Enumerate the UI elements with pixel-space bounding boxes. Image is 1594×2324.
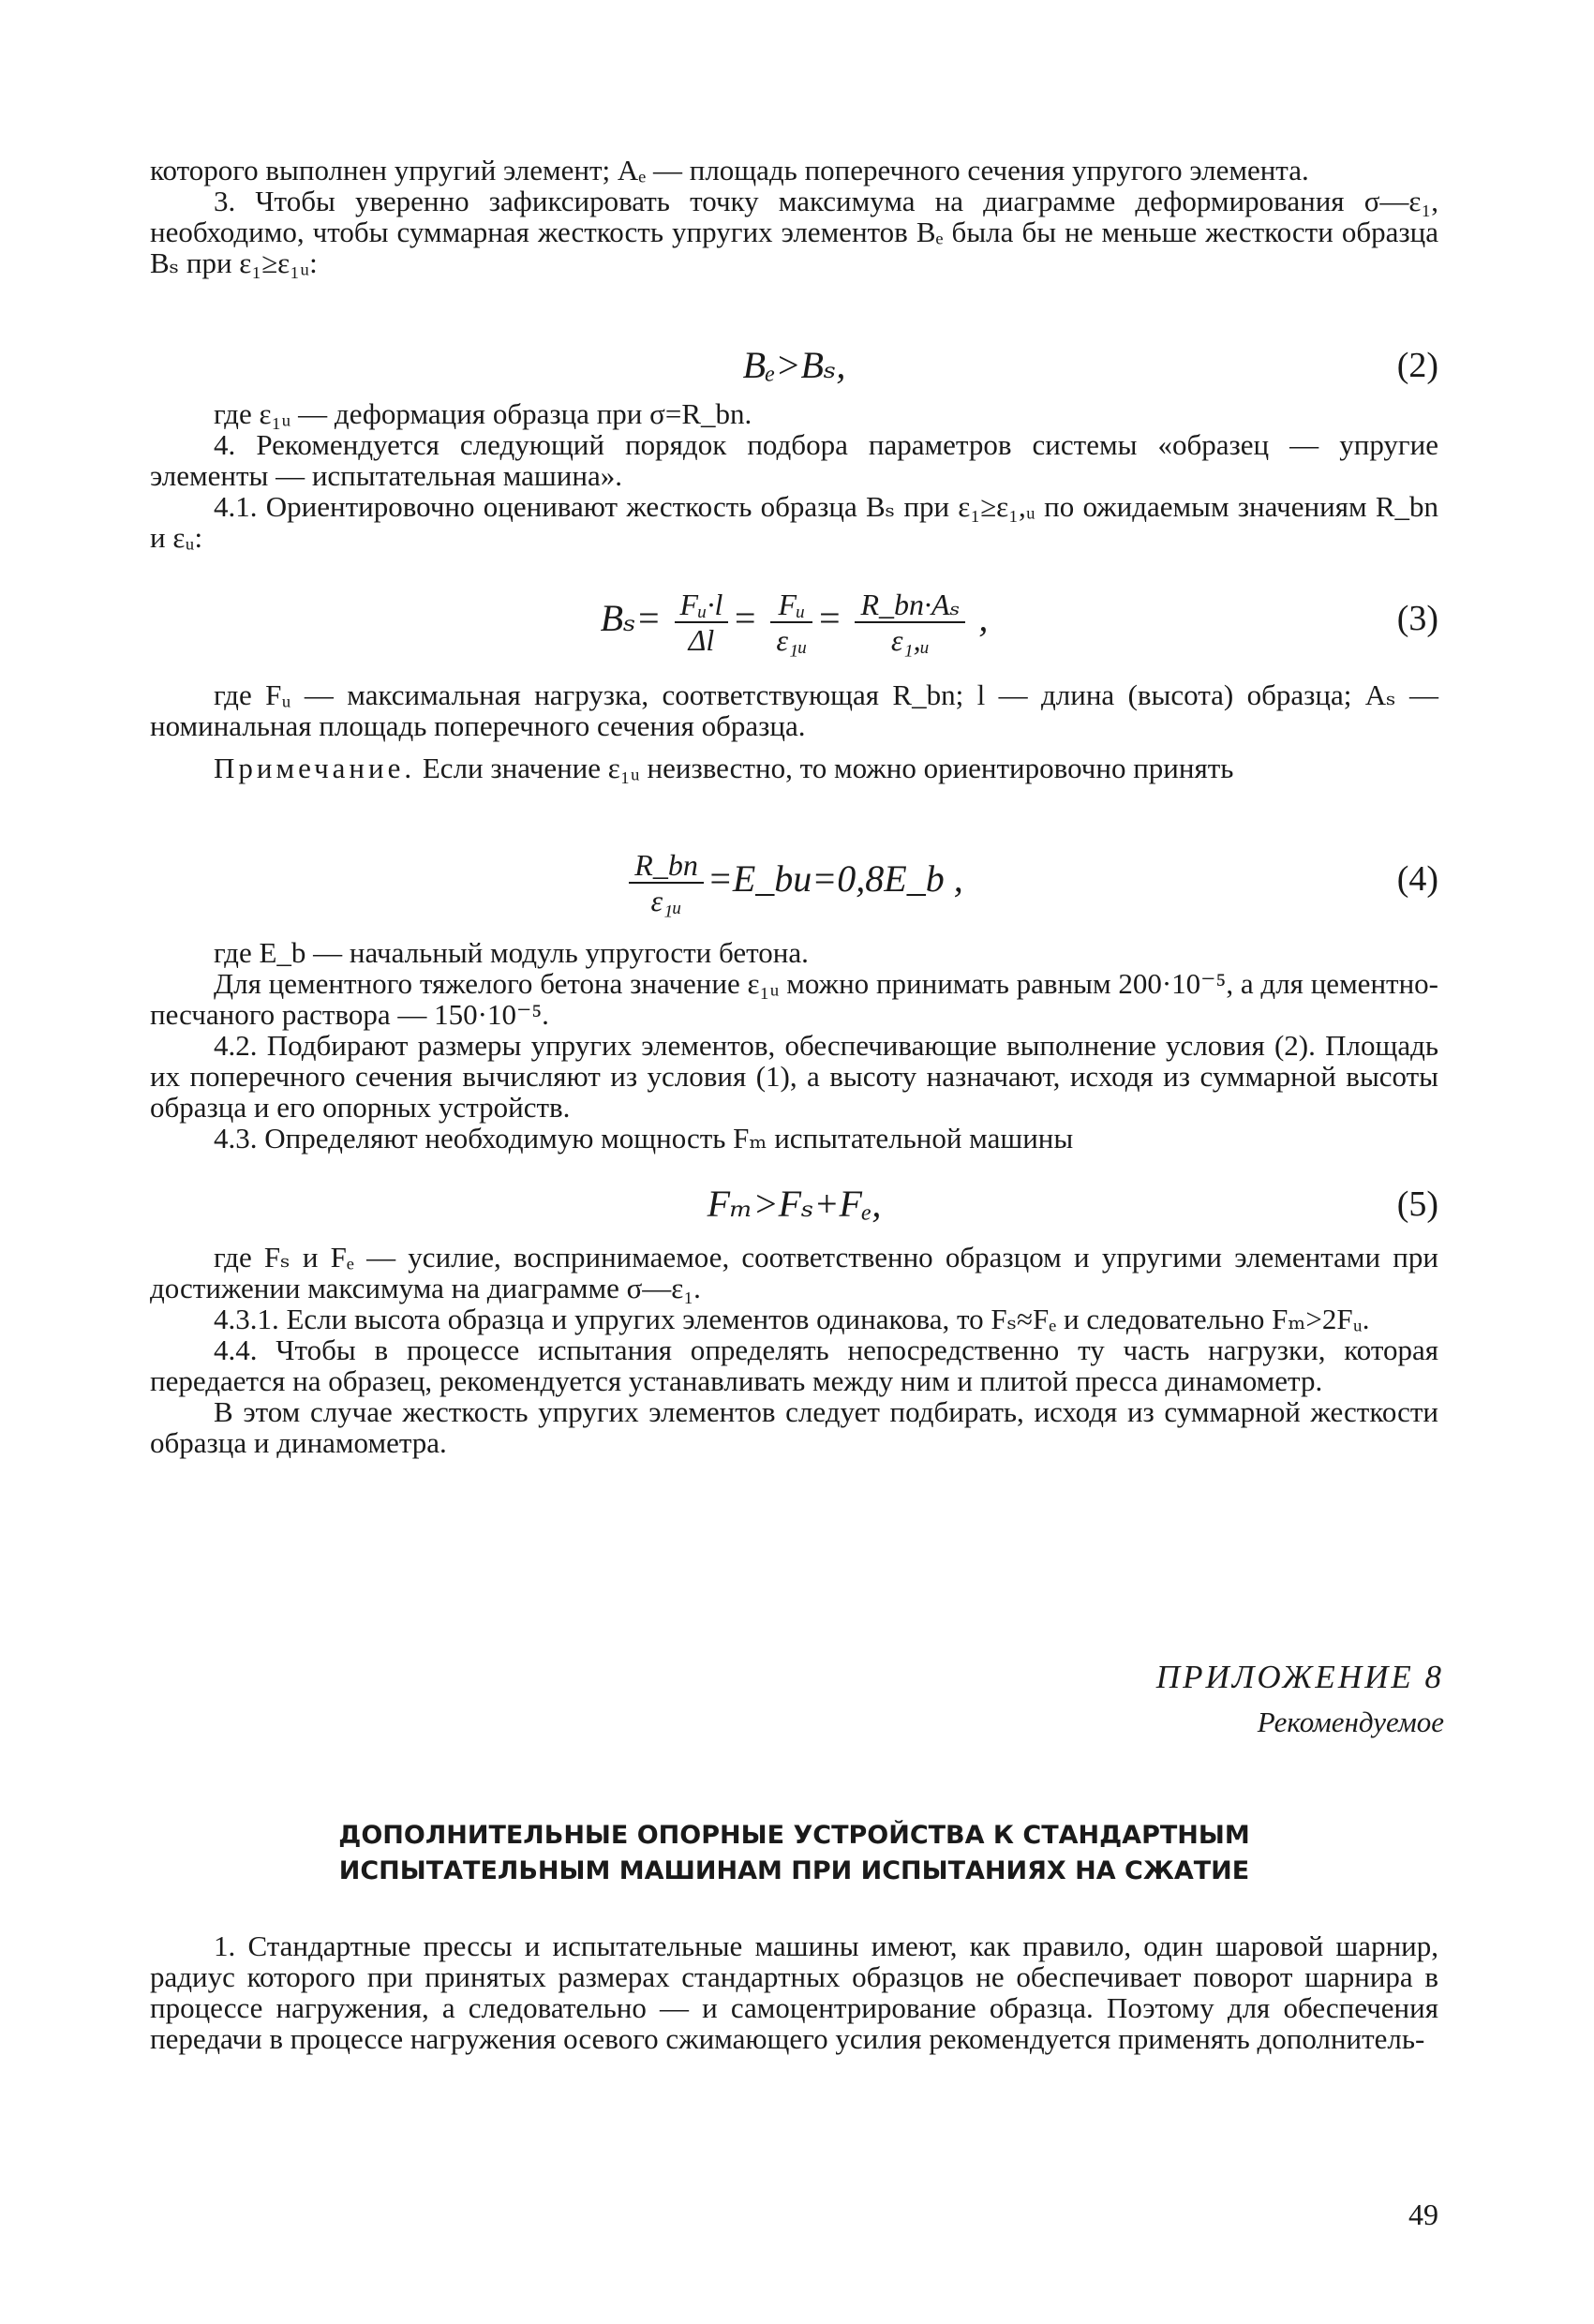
heading-line: ДОПОЛНИТЕЛЬНЫЕ ОПОРНЫЕ УСТРОЙСТВА К СТАНДАРТНЫМ bbox=[338, 1821, 1250, 1850]
paragraph: 1. Стандартные прессы и испытательные машины имеют, как правило, один шаровой шарнир, радиус которого при принятых размерах стандартных образцов не обеспечивает поворот шарнира в процессе нагружения, а следовательно — и самоцентрирование образца. Поэтому для обеспечения передачи в процессе нагружения осевого сжимающего усилия рекомендуется применять дополнитель- bbox=[150, 1929, 1438, 2055]
fraction-numerator: Fᵤ bbox=[770, 588, 812, 623]
equation-4 bbox=[150, 842, 1438, 916]
page-number: 49 bbox=[1408, 2197, 1438, 2231]
fraction bbox=[770, 588, 812, 657]
paragraph: где ε₁ᵤ — деформация образца при σ=R_bn. bbox=[214, 397, 752, 430]
equation-lhs: Bₛ= bbox=[600, 597, 662, 639]
fraction-numerator: R_bn·Aₛ bbox=[855, 588, 965, 623]
fraction bbox=[675, 588, 729, 657]
paragraph: Для цементного тяжелого бетона значение ε₁ᵤ можно принимать равным 200·10⁻⁵, а для цементно-песчаного раствора — 150·10⁻⁵. bbox=[150, 967, 1438, 1031]
paragraph: 4.4. Чтобы в процессе испытания определять непосредственно ту часть нагрузки, которая передается на образец, рекомендуется устанавливать между ним и плитой пресса динамометр. bbox=[150, 1333, 1438, 1397]
fraction-denominator: Δl bbox=[688, 622, 715, 657]
equation-3 bbox=[150, 581, 1438, 656]
equation-5 bbox=[150, 1176, 1438, 1232]
equation-rhs: =E_bu=0,8E_b , bbox=[707, 857, 963, 900]
paragraph: где Fᵤ — максимальная нагрузка, соответствующая R_bn; l — длина (высота) образца; Aₛ — номинальная площадь поперечного сечения образца. bbox=[150, 678, 1438, 742]
fraction bbox=[855, 588, 965, 657]
paragraph: 4.2. Подбирают размеры упругих элементов, обеспечивающие выполнение условия (2). Площадь их поперечного сечения вычисляют из условия (1), а высоту назначают, исходя из суммарной высоты образца и его опорных устройств. bbox=[150, 1029, 1438, 1124]
note-paragraph bbox=[150, 752, 1438, 783]
note-label: Примечание. bbox=[214, 752, 416, 784]
equation-number: (3) bbox=[1396, 599, 1438, 638]
fraction bbox=[629, 848, 704, 917]
fraction-denominator: ε₁ᵤ bbox=[776, 622, 808, 657]
paragraph: В этом случае жесткость упругих элементов следует подбирать, исходя из суммарной жесткости образца и динамометра. bbox=[150, 1395, 1438, 1459]
equation-formula: Fₘ>Fₛ+Fₑ, bbox=[707, 1183, 882, 1225]
fraction-denominator: ε₁ᵤ bbox=[650, 883, 682, 917]
equation-2 bbox=[150, 337, 1438, 394]
text-block-intro bbox=[150, 155, 1438, 278]
paragraph: 4. Рекомендуется следующий порядок подбора параметров системы «образец — упругие элементы — испытательная машина». bbox=[150, 428, 1438, 492]
paragraph: 4.1. Ориентировочно оценивают жесткость образца Bₛ при ε₁≥ε₁,ᵤ по ожидаемым значениям R_bn и εᵤ: bbox=[150, 490, 1438, 554]
heading-line: ИСПЫТАТЕЛЬНЫМ МАШИНАМ ПРИ ИСПЫТАНИЯХ НА СЖАТИЕ bbox=[338, 1856, 1250, 1885]
text-block-elements bbox=[150, 937, 1438, 1154]
paragraph: где E_b — начальный модуль упругости бетона. bbox=[214, 936, 809, 969]
text-block-machine bbox=[150, 1242, 1438, 1458]
text-block-procedure bbox=[150, 398, 1438, 553]
paragraph: 4.3. Определяют необходимую мощность Fₘ испытательной машины bbox=[214, 1122, 1074, 1155]
fraction-denominator: ε₁,ᵤ bbox=[890, 622, 930, 657]
equation-number: (2) bbox=[1396, 346, 1438, 385]
section-heading bbox=[150, 1818, 1438, 1889]
fraction-numerator: R_bn bbox=[629, 848, 704, 884]
appendix-subtitle: Рекомендуемое bbox=[1257, 1706, 1444, 1738]
equation-formula bbox=[150, 842, 1438, 917]
equation-formula: Bₑ>Bₛ, bbox=[742, 344, 846, 386]
paragraph: 3. Чтобы уверенно зафиксировать точку максимума на диаграмме деформирования σ—ε₁, необходимо, чтобы суммарная жесткость упругих элементов Bₑ была бы не меньше жесткости образца Bₛ при ε₁≥ε₁ᵤ: bbox=[150, 185, 1438, 279]
text-block-appendix bbox=[150, 1930, 1438, 2054]
paragraph: где Fₛ и Fₑ — усилие, воспринимаемое, соответственно образцом и упругими элементами при достижении максимума на диаграмме σ—ε₁. bbox=[150, 1241, 1438, 1304]
equation-number: (4) bbox=[1396, 859, 1438, 899]
equation-tail: , bbox=[978, 597, 989, 639]
appendix-title: ПРИЛОЖЕНИЕ 8 bbox=[1155, 1659, 1444, 1695]
equation-number: (5) bbox=[1396, 1184, 1438, 1224]
paragraph: 4.3.1. Если высота образца и упругих элементов одинакова, то Fₛ≈Fₑ и следовательно Fₘ>2Fᵤ. bbox=[214, 1303, 1370, 1335]
note-text: Если значение ε₁ᵤ неизвестно, то можно ориентировочно принять bbox=[415, 752, 1234, 784]
text-block-definitions bbox=[150, 679, 1438, 783]
equation-formula: Bₛ= $\frac{\text{Fᵤ·l}}{\Delta l}$ = $\frac{\text{Fᵤ}}{\text{ε₁ᵤ}}$ = $\frac{\text{R\_bn·Aₛ}}{\text{ε₁,ᵤ}}$ , bbox=[600, 587, 989, 657]
paragraph: которого выполнен упругий элемент; Aₑ — площадь поперечного сечения упругого элемента. bbox=[150, 154, 1309, 186]
fraction-numerator: Fᵤ·l bbox=[675, 588, 729, 623]
